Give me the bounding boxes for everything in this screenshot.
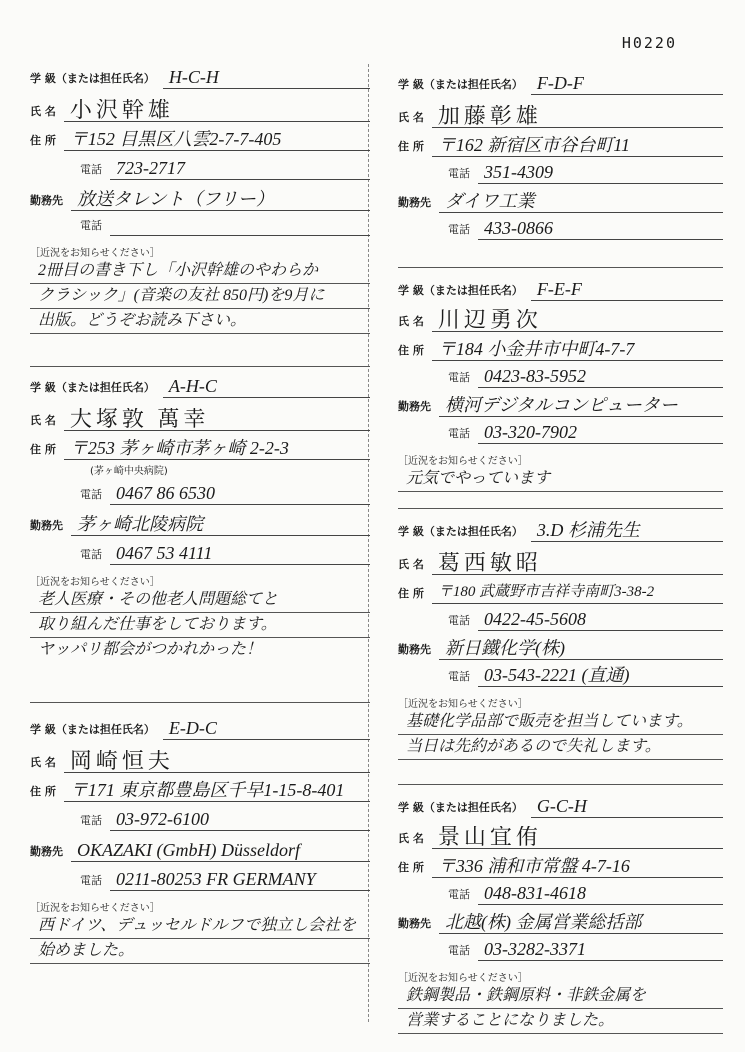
name-value: 川辺勇次 (432, 309, 723, 332)
employer-phone-row (30, 217, 370, 236)
news-line: 基礎化学品部で販売を担当しています。 (398, 710, 723, 735)
class-row (30, 717, 370, 740)
news-label: ［近況をお知らせください］ (30, 248, 160, 259)
left-column (30, 58, 370, 1003)
employer-row (30, 839, 370, 862)
employer-label: 勤務先 (398, 196, 431, 209)
name-row (398, 826, 723, 849)
phone-value: 0423-83-5952 (478, 365, 723, 388)
news-line: 営業することになりました。 (398, 1009, 723, 1034)
employer-value: 北越(株) 金属営業総括部 (439, 911, 723, 934)
news-line: 当日は先約があるので失礼します。 (398, 735, 723, 760)
employer-value: OKAZAKI (GmbH) Düsseldorf (71, 839, 370, 862)
phone-row (398, 882, 723, 905)
class-row (398, 278, 723, 301)
address-note-row (30, 462, 370, 480)
right-column (398, 58, 723, 1029)
news-line: 取り組んだ仕事をしております。 (30, 613, 370, 638)
name-row (30, 750, 370, 773)
class-value: H-C-H (163, 66, 370, 89)
phone-row (30, 157, 370, 180)
news-line: 老人医療・その他老人問題総てと (30, 588, 370, 613)
news-label: ［近況をお知らせください］ (398, 973, 528, 984)
news-line: 鉄鋼製品・鉄鋼原料・非鉄金属を (398, 984, 723, 1009)
news-line: 2冊目の書き下し「小沢幹雄のやわらか (30, 259, 370, 284)
class-row (30, 66, 370, 89)
employer-phone-label: 電話 (80, 548, 102, 561)
employer-value: 新日鐵化学(株) (439, 637, 723, 660)
employer-row (398, 394, 723, 417)
address-label: 住 所 (398, 587, 424, 600)
employer-phone-value: 0211-80253 FR GERMANY (110, 868, 370, 891)
phone-label: 電話 (448, 371, 470, 384)
phone-value: 048-831-4618 (478, 882, 723, 905)
entry-card (30, 366, 370, 702)
phone-row (398, 608, 723, 631)
employer-phone-label: 電話 (448, 944, 470, 957)
address-label: 住 所 (398, 861, 424, 874)
phone-row (398, 365, 723, 388)
name-label: 氏 名 (398, 832, 424, 845)
phone-label: 電話 (80, 163, 102, 176)
phone-row (30, 482, 370, 505)
name-row (398, 309, 723, 332)
document-id: H0220 (621, 34, 677, 52)
phone-label: 電話 (80, 488, 102, 501)
entry-card (398, 784, 723, 1029)
name-label: 氏 名 (30, 414, 56, 427)
news-line: 出版。どうぞお読み下さい。 (30, 309, 370, 334)
phone-value: 723-2717 (110, 157, 370, 180)
employer-phone-row (398, 664, 723, 687)
news-label: ［近況をお知らせください］ (398, 456, 528, 467)
class-row (398, 795, 723, 818)
employer-phone-row (30, 542, 370, 565)
address-label: 住 所 (398, 140, 424, 153)
class-label: 学 級（または担任氏名） (30, 381, 155, 394)
address-label: 住 所 (30, 785, 56, 798)
class-row (398, 72, 723, 95)
employer-value: 放送タレント（フリー） (71, 188, 370, 211)
employer-phone-value: 433-0866 (478, 217, 723, 240)
address-value: 〒253 茅ヶ崎市茅ヶ崎 2-2-3 (64, 437, 370, 460)
employer-row (30, 188, 370, 211)
address-value: 〒184 小金井市中町4-7-7 (432, 338, 723, 361)
name-label: 氏 名 (30, 756, 56, 769)
employer-row (398, 190, 723, 213)
address-note: (茅ヶ崎中央病院) (90, 466, 168, 477)
address-row (30, 128, 370, 151)
name-value: 大塚敦 萬幸 (64, 408, 370, 431)
employer-phone-value: 03-3282-3371 (478, 938, 723, 961)
class-label: 学 級（または担任氏名） (30, 72, 155, 85)
phone-row (30, 808, 370, 831)
employer-label: 勤務先 (30, 194, 63, 207)
name-label: 氏 名 (398, 558, 424, 571)
news-label: ［近況をお知らせください］ (30, 577, 160, 588)
employer-label: 勤務先 (398, 643, 431, 656)
phone-label: 電話 (448, 167, 470, 180)
employer-label: 勤務先 (30, 519, 63, 532)
address-value: 〒152 目黒区八雲2-7-7-405 (64, 128, 370, 151)
news-label: ［近況をお知らせください］ (398, 699, 528, 710)
name-value: 葛西敏昭 (432, 552, 723, 575)
employer-phone-label: 電話 (448, 670, 470, 683)
employer-phone-label: 電話 (448, 223, 470, 236)
address-row (30, 437, 370, 460)
employer-label: 勤務先 (30, 845, 63, 858)
phone-value: 03-972-6100 (110, 808, 370, 831)
address-row (398, 134, 723, 157)
employer-row (398, 637, 723, 660)
employer-phone-row (30, 868, 370, 891)
class-row (398, 519, 723, 542)
news-line: 西ドイツ、デュッセルドルフで独立し会社を (30, 914, 370, 939)
name-value: 景山宜侑 (432, 826, 723, 849)
employer-phone-value: 0467 53 4111 (110, 542, 370, 565)
class-label: 学 級（または担任氏名） (398, 284, 523, 297)
employer-value: 茅ヶ崎北陵病院 (71, 513, 370, 536)
name-row (398, 105, 723, 128)
class-value: 3.D 杉浦先生 (531, 519, 723, 542)
news-line: クラシック」(音楽の友社 850円)を9月に (30, 284, 370, 309)
address-value: 〒336 浦和市常盤 4-7-16 (432, 855, 723, 878)
name-label: 氏 名 (398, 111, 424, 124)
class-label: 学 級（または担任氏名） (398, 801, 523, 814)
address-row (398, 581, 723, 604)
class-value: F-D-F (531, 72, 723, 95)
address-label: 住 所 (398, 344, 424, 357)
class-value: A-H-C (163, 375, 370, 398)
address-value: 〒180 武蔵野市吉祥寺南町3-38-2 (432, 581, 723, 604)
name-row (398, 552, 723, 575)
name-value: 岡崎恒夫 (64, 750, 370, 773)
entry-card (398, 508, 723, 784)
employer-phone-value: 03-320-7902 (478, 421, 723, 444)
name-label: 氏 名 (398, 315, 424, 328)
class-row (30, 375, 370, 398)
news-line: ヤッパリ都会がつかれかった！ (38, 641, 263, 658)
name-row (30, 99, 370, 122)
class-value: F-E-F (531, 278, 723, 301)
employer-row (30, 513, 370, 536)
entry-card (30, 702, 370, 1003)
employer-phone-row (398, 938, 723, 961)
entry-card (398, 267, 723, 508)
employer-phone-row (398, 421, 723, 444)
employer-label: 勤務先 (398, 400, 431, 413)
employer-row (398, 911, 723, 934)
employer-phone-value: 03-543-2221 (直通) (478, 664, 723, 687)
employer-phone-value (110, 235, 370, 236)
class-label: 学 級（または担任氏名） (398, 525, 523, 538)
name-value: 小沢幹雄 (64, 99, 370, 122)
class-value: E-D-C (163, 717, 370, 740)
employer-phone-label: 電話 (80, 874, 102, 887)
entry-card (30, 66, 370, 366)
address-row (398, 855, 723, 878)
employer-phone-label: 電話 (448, 427, 470, 440)
address-value: 〒171 東京都豊島区千早1-15-8-401 (64, 779, 370, 802)
class-label: 学 級（または担任氏名） (30, 723, 155, 736)
employer-label: 勤務先 (398, 917, 431, 930)
phone-label: 電話 (448, 888, 470, 901)
class-label: 学 級（または担任氏名） (398, 78, 523, 91)
news-label: ［近況をお知らせください］ (30, 903, 160, 914)
address-row (30, 779, 370, 802)
address-row (398, 338, 723, 361)
address-label: 住 所 (30, 443, 56, 456)
address-label: 住 所 (30, 134, 56, 147)
name-label: 氏 名 (30, 105, 56, 118)
address-value: 〒162 新宿区市谷台町11 (432, 134, 723, 157)
news-line: 始めました。 (30, 939, 370, 964)
phone-row (398, 161, 723, 184)
entry-card (398, 72, 723, 267)
employer-value: 横河デジタルコンピューター (439, 394, 723, 417)
phone-label: 電話 (448, 614, 470, 627)
employer-value: ダイワ工業 (439, 190, 723, 213)
class-value: G-C-H (531, 795, 723, 818)
employer-phone-row (398, 217, 723, 240)
employer-phone-label: 電話 (80, 219, 102, 232)
phone-label: 電話 (80, 814, 102, 827)
name-value: 加藤彰雄 (432, 105, 723, 128)
phone-value: 0422-45-5608 (478, 608, 723, 631)
name-row (30, 408, 370, 431)
phone-value: 351-4309 (478, 161, 723, 184)
phone-value: 0467 86 6530 (110, 482, 370, 505)
news-line: 元気でやっています (398, 467, 723, 492)
